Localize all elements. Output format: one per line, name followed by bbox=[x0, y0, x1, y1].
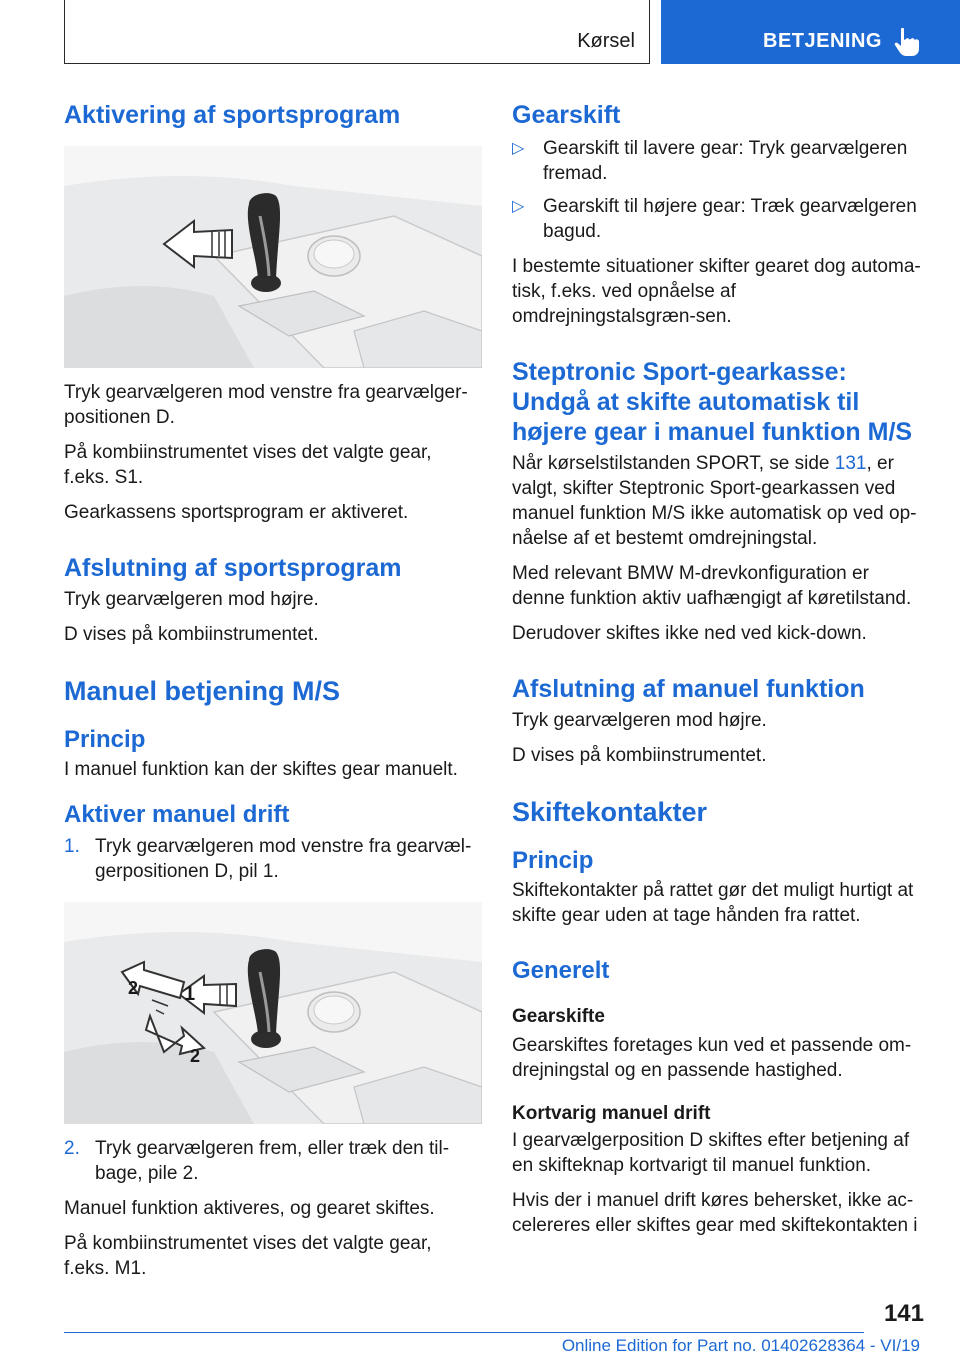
text-steptronic: Når kørselstilstanden SPORT, se side 131, er valgt, skifter Steptronic Sport-gearkassen ved manuel funktion M/S ikke automatisk op ved op-nåelse af et bestemt omdrejningstal. bbox=[512, 453, 917, 549]
heading-principle: Princip bbox=[64, 726, 146, 753]
list-item bbox=[512, 194, 924, 244]
header-section-title: Kørsel bbox=[577, 30, 635, 52]
text-principle: I manuel funktion kan der skiftes gear manuelt. bbox=[64, 759, 458, 780]
text-sport-active: Gearkassens sportsprogram er aktiveret. bbox=[64, 502, 409, 523]
text-manual-activated: Manuel funktion aktiveres, og gearet skiftes. bbox=[64, 1198, 435, 1219]
page-link[interactable]: 131 bbox=[834, 453, 867, 474]
heading-steptronic: Steptronic Sport-gearkasse: Undgå at skifte automatisk til højere gear i manuel funktion M/S bbox=[512, 358, 913, 446]
text-gearshifts: Gearskiftes foretages kun ved et passende om-drejningstal og en passende hastighed. bbox=[512, 1035, 912, 1081]
heading-activate-manual: Aktiver manuel drift bbox=[64, 801, 290, 828]
footer-divider bbox=[64, 1332, 864, 1333]
text-end-display: D vises på kombiinstrumentet. bbox=[64, 624, 319, 645]
text-sport-step: Tryk gearvælgeren mod venstre fra gearvælger-positionen D. bbox=[64, 382, 468, 428]
list-item bbox=[64, 834, 482, 884]
gearshift-list bbox=[512, 136, 924, 244]
step-text: Tryk gearvælgeren frem, eller træk den til-bage, pile 2. bbox=[95, 1138, 450, 1184]
footer-edition: Online Edition for Part no. 01402628364 - VI/19 bbox=[561, 1336, 920, 1355]
text-shift-auto: I bestemte situationer skifter gearet dog automa-tisk, f.eks. ved opnåelse af omdrejningstalsgræn-sen. bbox=[512, 256, 921, 327]
arrow-label-2-bottom: 2 bbox=[190, 1046, 201, 1066]
bullet-text: Gearskift til højere gear: Træk gearvælgeren bagud. bbox=[543, 196, 917, 242]
triangle-bullet-icon: ▷ bbox=[512, 140, 525, 157]
heading-sport-activate: Aktivering af sportsprogram bbox=[64, 101, 401, 129]
subheading-short-manual: Kortvarig manuel drift bbox=[512, 1103, 711, 1124]
heading-sport-end: Afslutning af sportsprogram bbox=[64, 554, 402, 582]
text-manual-end-step: Tryk gearvælgeren mod højre. bbox=[512, 710, 767, 731]
steps-list-1 bbox=[64, 834, 482, 884]
heading-manual-end: Afslutning af manuel funktion bbox=[512, 675, 865, 703]
page-number: 141 bbox=[883, 1300, 924, 1327]
text-kickdown: Derudover skiftes ikke ned ved kick-down. bbox=[512, 623, 867, 644]
text-manual-display: På kombiinstrumentet vises det valgte gear, f.eks. M1. bbox=[64, 1233, 432, 1279]
heading-gearshift: Gearskift bbox=[512, 101, 621, 129]
list-item bbox=[512, 136, 924, 186]
text-steptronic-config: Med relevant BMW M-drevkonfiguration er denne funktion aktiv uafhængigt af køretilstand. bbox=[512, 563, 912, 609]
steps-list-2 bbox=[64, 1136, 482, 1186]
text-short-manual-2: Hvis der i manuel drift køres behersket, ikke ac-celereres eller skiftes gear med skiftekontakten i bbox=[512, 1190, 918, 1236]
header-chapter-tab[interactable] bbox=[661, 0, 960, 64]
text-paddles: Skiftekontakter på rattet gør det muligt hurtigt at skifte gear uden at tage hånden fra rattet. bbox=[512, 880, 914, 926]
list-item bbox=[64, 1136, 482, 1186]
heading-paddles: Skiftekontakter bbox=[512, 797, 708, 827]
arrow-label-2-top: 2 bbox=[128, 978, 139, 998]
heading-principle-2: Princip bbox=[512, 847, 594, 874]
arrow-label-1: 1 bbox=[184, 983, 196, 1005]
text-sport-display: På kombiinstrumentet vises det valgte gear, f.eks. S1. bbox=[64, 442, 432, 488]
triangle-bullet-icon: ▷ bbox=[512, 198, 525, 215]
right-column bbox=[512, 100, 924, 1238]
header-section-box bbox=[64, 0, 650, 64]
pointing-hand-icon bbox=[893, 27, 921, 57]
step-number: 2. bbox=[64, 1138, 80, 1159]
step-number: 1. bbox=[64, 836, 80, 857]
heading-general: Generelt bbox=[512, 957, 610, 984]
left-column bbox=[64, 100, 482, 1281]
text-manual-end-display: D vises på kombiinstrumentet. bbox=[512, 745, 767, 766]
heading-manual-ms: Manuel betjening M/S bbox=[64, 676, 341, 706]
figure-gear-selector-left bbox=[64, 146, 482, 368]
header-chapter-title: BETJENING bbox=[763, 30, 882, 52]
step-text: Tryk gearvælgeren mod venstre fra gearvæl-gerpositionen D, pil 1. bbox=[95, 836, 472, 882]
bullet-text: Gearskift til lavere gear: Tryk gearvælgeren fremad. bbox=[543, 138, 908, 184]
text-end-step: Tryk gearvælgeren mod højre. bbox=[64, 589, 319, 610]
text-short-manual-1: I gearvælgerposition D skiftes efter betjening af en skifteknap kortvarigt til manuel funktion. bbox=[512, 1130, 910, 1176]
figure-gear-selector-arrows bbox=[64, 902, 482, 1124]
subheading-gearshifts: Gearskifte bbox=[512, 1006, 605, 1027]
